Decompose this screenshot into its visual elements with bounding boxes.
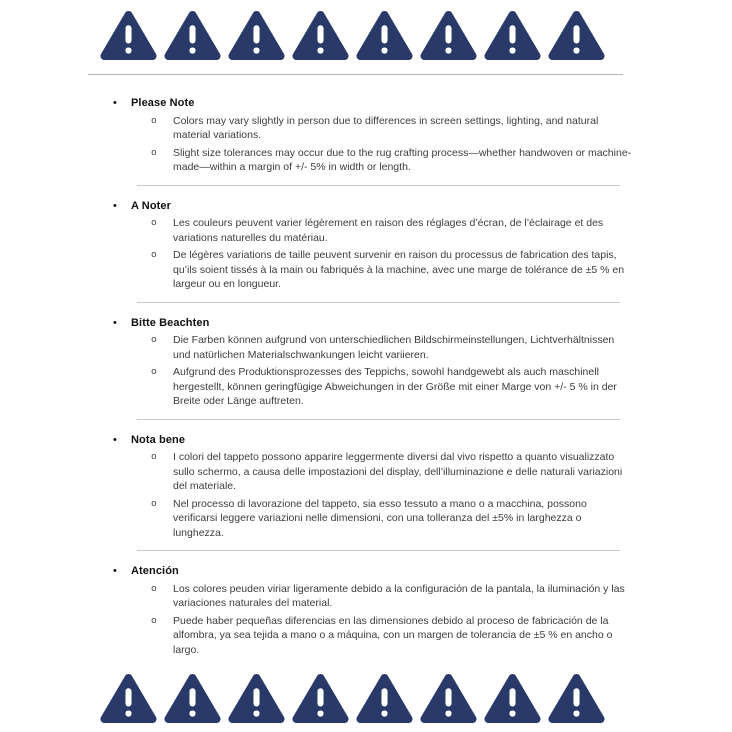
bullet-level2: o — [151, 146, 157, 158]
note-item-text: De légères variations de taille peuvent survenir en raison du processus de fabrication des tapis, qu’ils soient tissés à la main ou fabriqués à la machine, avec une marge de tolérance de ±5 % en largeur ou en longueur. — [173, 249, 625, 290]
section-bitte-beachten — [88, 316, 632, 409]
section-atencion — [88, 564, 632, 657]
warning-triangle-icon — [420, 8, 477, 63]
bullet-level2: o — [151, 217, 157, 228]
warning-triangle-icon — [164, 8, 221, 63]
note-item — [88, 333, 632, 362]
notes-document — [88, 96, 632, 657]
bullet-level1: • — [113, 565, 117, 577]
warning-triangle-icon — [164, 671, 221, 726]
section-heading-row — [88, 96, 632, 111]
note-item-text: Puede haber pequeñas diferencias en las dimensiones debido al proceso de fabricación de la alfombra, ya sea tejida a mano o a máquina, con un margen de tolerancia de ±5 % en ancho o largo. — [173, 614, 613, 656]
bullet-level2: o — [151, 497, 157, 509]
note-item — [88, 365, 632, 409]
note-item-text: Les couleurs peuvent varier légèrement en raison des réglages d’écran, de l’éclairage et des variations naturelles du matériau. — [173, 217, 604, 244]
section-please-note — [88, 96, 632, 175]
note-item — [88, 216, 632, 245]
bullet-level2: o — [151, 249, 157, 260]
warning-triangle-icon — [548, 671, 605, 726]
warning-triangle-icon — [228, 8, 285, 63]
section-heading-row — [88, 199, 632, 214]
section-divider — [137, 185, 620, 186]
section-divider — [137, 419, 620, 420]
section-heading-row — [88, 316, 632, 331]
warning-row-top — [100, 0, 732, 63]
bullet-level1: • — [113, 97, 117, 109]
note-item-text: Aufgrund des Produktionsprozesses des Teppichs, sowohl handgewebt als auch maschinell hergestellt, können geringfügige Abweichungen in der Größe mit einer Marge von +/- 5 % in der Breite oder Länge auftreten. — [173, 366, 617, 407]
note-item — [88, 114, 632, 143]
note-item — [88, 582, 632, 611]
note-item — [88, 248, 632, 292]
bullet-level2: o — [151, 582, 157, 594]
bullet-level2: o — [151, 334, 157, 345]
warning-triangle-icon — [548, 8, 605, 63]
warning-triangle-icon — [356, 671, 413, 726]
note-item-text: I colori del tappeto possono apparire leggermente diversi dal vivo rispetto a quanto visualizzato sullo schermo, a causa delle impostazioni del display, dell’illuminazione e delle naturali variazioni del materiale. — [173, 451, 623, 492]
top-divider — [88, 74, 623, 75]
section-heading: Atención — [131, 565, 179, 577]
section-nota-bene — [88, 433, 632, 541]
bullet-level1: • — [113, 433, 117, 446]
note-item-text: Die Farben können aufgrund von unterschiedlichen Bildschirmeinstellungen, Lichtverhältnissen und natürlichen Materialschwankungen leicht variieren. — [173, 334, 615, 361]
note-item — [88, 614, 632, 658]
warning-triangle-icon — [484, 671, 541, 726]
note-item — [88, 497, 632, 541]
bullet-level2: o — [151, 114, 157, 126]
note-item-text: Colors may vary slightly in person due to differences in screen settings, lighting, and natural material variations. — [173, 114, 599, 141]
bullet-level2: o — [151, 614, 157, 626]
warning-triangle-icon — [292, 671, 349, 726]
warning-triangle-icon — [228, 671, 285, 726]
section-heading: Bitte Beachten — [131, 316, 210, 329]
bullet-level2: o — [151, 451, 157, 462]
note-item-text: Nel processo di lavorazione del tappeto, sia esso tessuto a mano o a macchina, possono verificarsi leggere variazioni nelle dimensioni, con una tolleranza del ±5% in larghezza o lunghezza. — [173, 497, 587, 539]
section-heading: A Noter — [131, 199, 172, 212]
warning-triangle-icon — [292, 8, 349, 63]
bullet-level1: • — [113, 316, 117, 329]
warning-triangle-icon — [100, 8, 157, 63]
section-heading-row — [88, 433, 632, 448]
section-heading-row — [88, 564, 632, 579]
warning-triangle-icon — [356, 8, 413, 63]
warning-triangle-icon — [484, 8, 541, 63]
warning-triangle-icon — [100, 671, 157, 726]
note-item — [88, 146, 632, 175]
bullet-level2: o — [151, 366, 157, 377]
section-a-noter — [88, 199, 632, 292]
bullet-level1: • — [113, 199, 117, 212]
section-divider — [137, 550, 620, 551]
section-heading: Nota bene — [131, 433, 186, 446]
section-divider — [137, 302, 620, 303]
warning-row-bottom — [100, 671, 732, 726]
warning-triangle-icon — [420, 671, 477, 726]
note-item-text: Los colores peuden viriar ligeramente debido a la configuración de la pantala, la iluminación y las variaciones naturales del material. — [173, 582, 625, 609]
section-heading: Please Note — [131, 97, 195, 109]
note-item — [88, 450, 632, 494]
note-item-text: Slight size tolerances may occur due to the rug crafting process—whether handwoven or machine-made—within a margin of +/- 5% in width or length. — [173, 146, 632, 173]
